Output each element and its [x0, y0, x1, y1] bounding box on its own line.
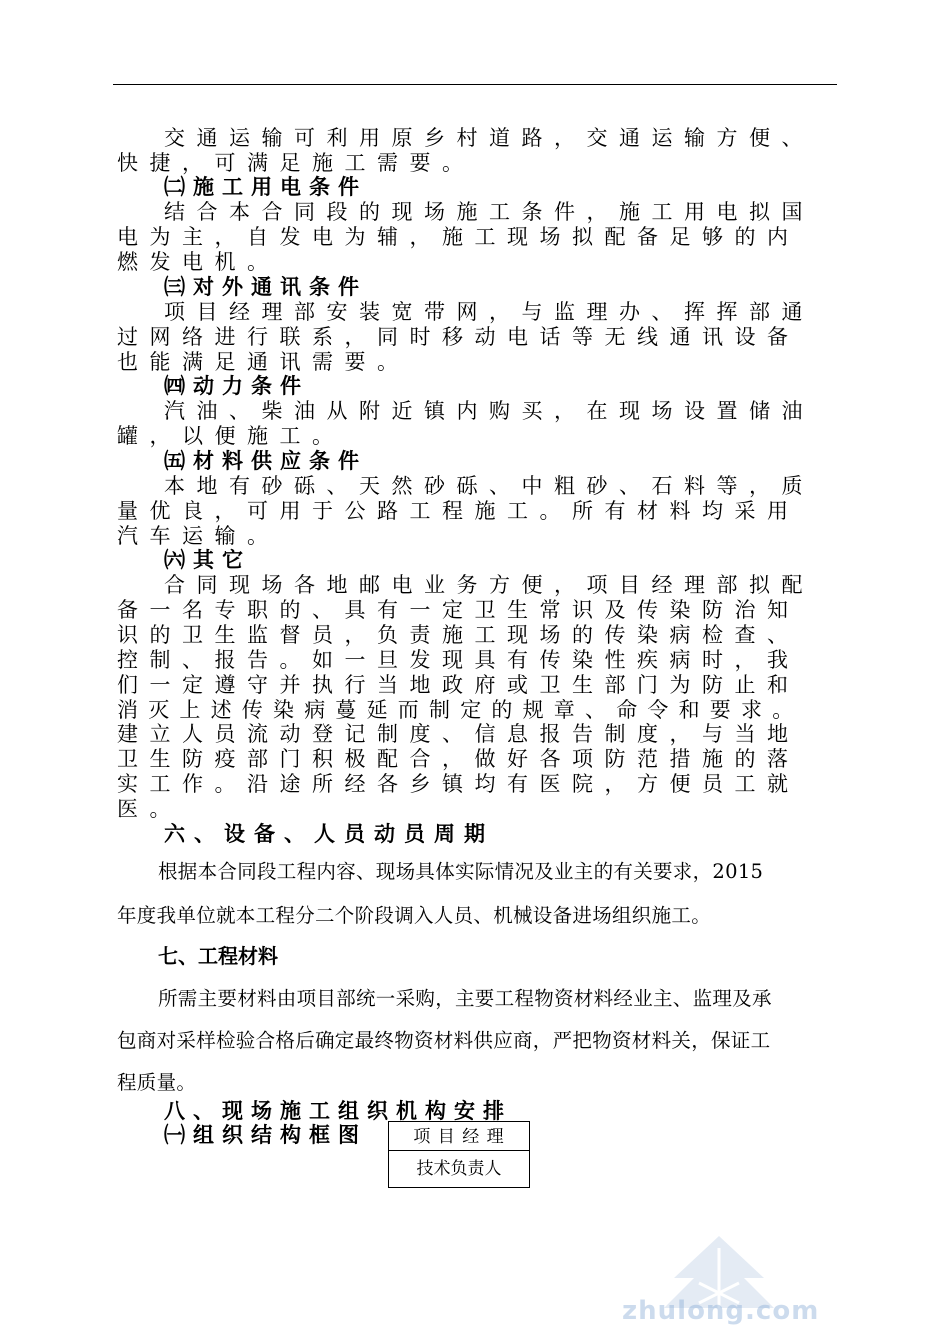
text-line: 项目经理部安装宽带网，与监理办、挥挥部通 — [164, 300, 814, 324]
section-heading-material-supply: ㈤材料供应条件 — [164, 449, 367, 473]
watermark-text: zhulong.com — [622, 1296, 820, 1326]
section-heading-other: ㈥其它 — [164, 548, 251, 572]
paragraph-line: 根据本合同段工程内容、现场具体实际情况及业主的有关要求，2015 — [158, 860, 764, 883]
text-line: 本地有砂砾、天然砂砾、中粗砂、石料等，质 — [164, 474, 814, 498]
text-line: 识的卫生监督员，负责施工现场的传染病检查、 — [117, 623, 800, 647]
paragraph-line: 包商对采样检验合格后确定最终物资材料供应商，严把物资材料关，保证工 — [117, 1029, 771, 1052]
org-box-project-manager: 项 目 经 理 — [388, 1121, 530, 1151]
text-line: 们一定遵守并执行当地政府或卫生部门为防止和 — [117, 673, 800, 697]
paragraph-line: 所需主要材料由项目部统一采购，主要工程物资材料经业主、监理及承 — [158, 987, 772, 1010]
text-line: 燃发电机。 — [117, 250, 280, 274]
text-line: 控制、报告。如一旦发现具有传染性疾病时，我 — [117, 648, 800, 672]
text-line: 备一名专职的、具有一定卫生常识及传染防治知 — [117, 598, 800, 622]
header-rule — [113, 84, 837, 85]
paragraph-line: 程质量。 — [117, 1071, 197, 1094]
text-line: 汽车运输。 — [117, 524, 280, 548]
org-box-technical-lead: 技术负责人 — [388, 1150, 530, 1188]
text-line: 罐，以便施工。 — [117, 424, 345, 448]
text-line: 医。 — [117, 797, 182, 821]
text-line: 也能满足通讯需要。 — [117, 350, 410, 374]
section-heading-fuel: ㈣动力条件 — [164, 374, 309, 398]
text-line: 交通运输可利用原乡村道路，交通运输方便、 — [164, 126, 814, 150]
section-heading-comm: ㈢对外通讯条件 — [164, 275, 367, 299]
text-line: 卫生防疫部门积极配合，做好各项防范措施的落 — [117, 747, 800, 771]
text-line: 结合本合同段的现场施工条件，施工用电拟国 — [164, 200, 814, 224]
text-line: 消灭上述传染病蔓延而制定的规章、命令和要求。 — [117, 698, 804, 722]
text-line: 实工作。沿途所经各乡镇均有医院，方便员工就 — [117, 772, 800, 796]
section-heading-power: ㈡施工用电条件 — [164, 175, 367, 199]
paragraph-line: 年度我单位就本工程分二个阶段调入人员、机械设备进场组织施工。 — [117, 904, 712, 927]
section-heading-7: 七、工程材料 — [158, 944, 278, 968]
text-line: 合同现场各地邮电业务方便，项目经理部拟配 — [164, 573, 814, 597]
text-line: 汽油、柴油从附近镇内购买，在现场设置储油 — [164, 399, 814, 423]
org-chart-heading: ㈠组织结构框图 — [164, 1123, 367, 1147]
text-line: 电为主，自发电为辅，施工现场拟配备足够的内 — [117, 225, 800, 249]
text-line: 量优良，可用于公路工程施工。所有材料均采用 — [117, 499, 800, 523]
text-line: 过网络进行联系，同时移动电话等无线通讯设备 — [117, 325, 800, 349]
section-heading-6: 六、设备、人员动员周期 — [164, 822, 494, 846]
section-heading-8: 八、现场施工组织机构安排 — [164, 1099, 512, 1123]
text-line: 建立人员流动登记制度、信息报告制度，与当地 — [117, 722, 800, 746]
text-line: 快捷，可满足施工需要。 — [117, 151, 475, 175]
